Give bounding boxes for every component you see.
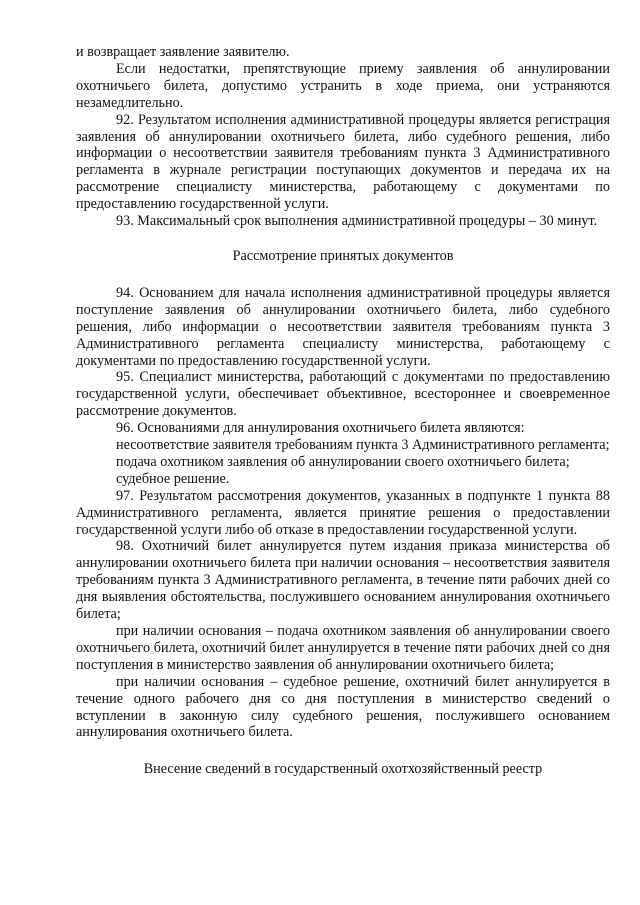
paragraph: несоответствие заявителя требованиям пункта 3 Административного регламента; [116, 437, 610, 454]
paragraph: 95. Специалист министерства, работающий с документами по предоставлению государственной услуги, обеспечивает объективное, всестороннее и своевременное рассмотрение документов. [76, 369, 610, 420]
paragraph: при наличии основания – судебное решение, охотничий билет аннулируется в течение одного рабочего дня со дня поступления в министерство сведений о вступлении в законную силу судебного решения, послужившего основанием аннулирования охотничьего билета. [76, 673, 610, 741]
paragraph: и возвращает заявление заявителю. [76, 44, 290, 60]
paragraph: 92. Результатом исполнения административной процедуры является регистрация заявления об аннулировании охотничьего билета, либо судебного решения, либо информации о несоответствии заявителя требованиям пункта 3 Административного регламента в журнале регистрации поступающих документов и передача их на рассмотрение специалисту министерства, работающему с документами по предоставлению государственной услуги. [76, 111, 610, 213]
paragraph: 93. Максимальный срок выполнения административной процедуры – 30 минут. [116, 213, 598, 230]
paragraph: подача охотником заявления об аннулировании своего охотничьего билета; [116, 453, 570, 470]
paragraph: при наличии основания – подача охотником заявления об аннулировании своего охотничьего билета, охотничий билет аннулируется в течение пяти рабочих дней со дня поступления в министерство заявления об аннулировании охотничьего билета; [76, 623, 610, 673]
paragraph: 94. Основанием для начала исполнения административной процедуры является поступление заявления об аннулировании охотничьего билета, либо судебного решения, либо информации о несоответствии заявителя требованиям пункта 3 Административного регламента специалисту министерства, работающему с документами по предоставлению государственной услуги. [76, 284, 610, 369]
spacer [76, 230, 610, 248]
paragraph: 97. Результатом рассмотрения документов, указанных в подпункте 1 пункта 88 Административного регламента, является принятие решения о предоставлении государственной услуги либо об отказе в предоставлении государственной услуги. [76, 487, 610, 538]
section-heading: Внесение сведений в государственный охотхозяйственный реестр [143, 761, 543, 778]
paragraph: 98. Охотничий билет аннулируется путем издания приказа министерства об аннулировании охотничьего билета при наличии основания – несоответствия заявителя требованиям пункта 3 Административного регламента, в течение пяти рабочих дней со дня выявления обстоятельства, послужившего основанием аннулирования охотничьего билета; [76, 538, 610, 623]
paragraph: Если недостатки, препятствующие приему заявления об аннулировании охотничьего билета, допустимо устранить в ходе приема, они устраняются незамедлительно. [76, 60, 610, 111]
paragraph: судебное решение. [116, 470, 230, 487]
spacer [76, 741, 610, 761]
spacer [76, 265, 610, 285]
section-heading: Рассмотрение принятых документов [232, 247, 454, 264]
document-body [76, 44, 610, 778]
paragraph: 96. Основаниями для аннулирования охотничьего билета являются: [116, 420, 525, 437]
